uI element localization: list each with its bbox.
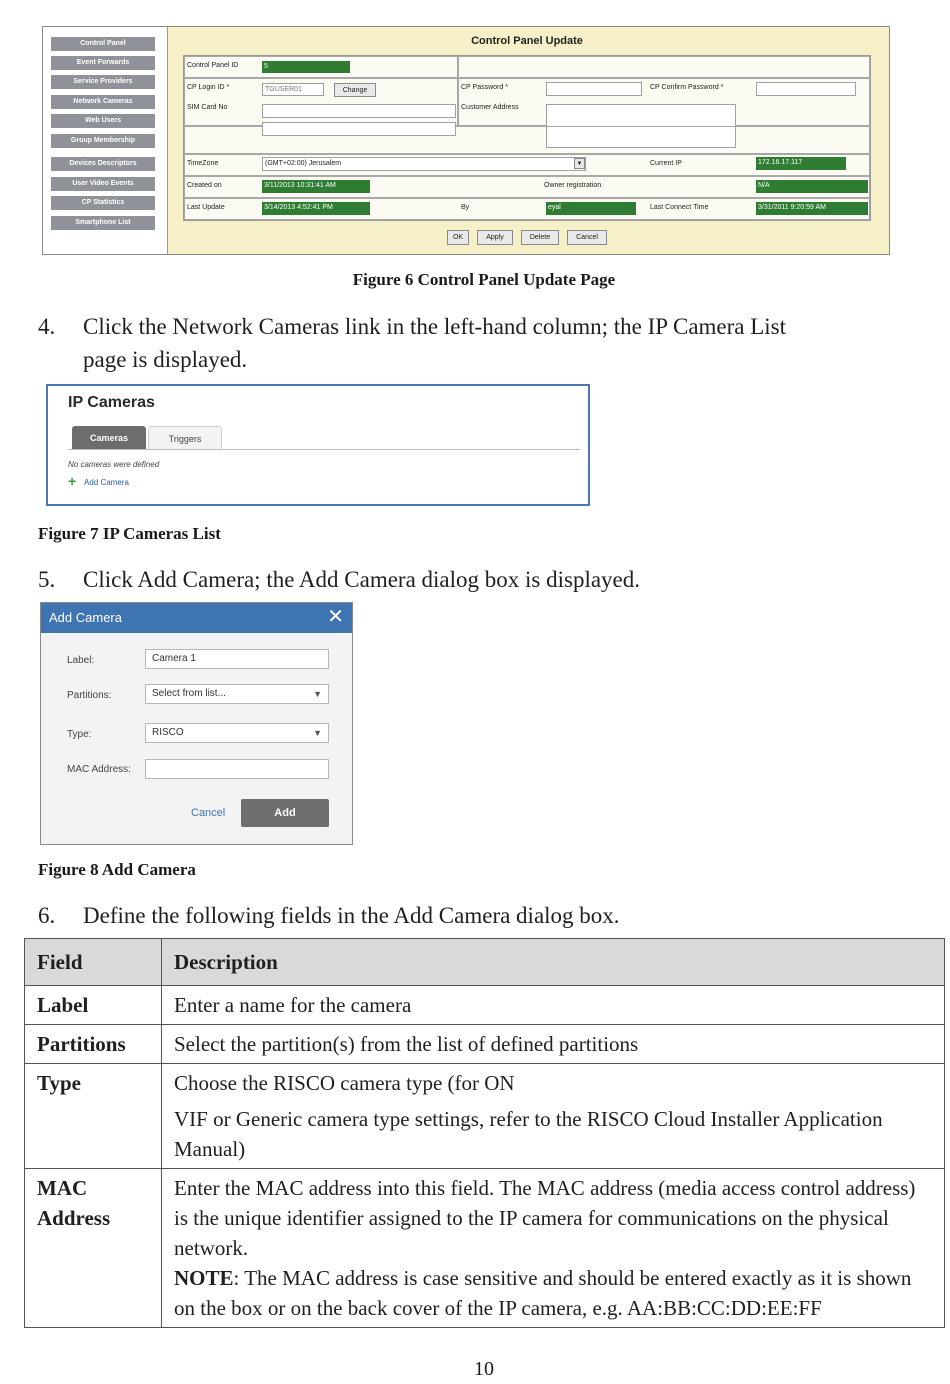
sidebar-item-service-providers[interactable]: Service Providers <box>51 75 155 89</box>
sidebar-item-control-panel[interactable]: Control Panel <box>51 37 155 51</box>
column-header-description: Description <box>162 939 945 986</box>
customer-address-label: Customer Address <box>461 104 519 111</box>
cp-password-label: CP Password * <box>461 84 508 91</box>
label-field-label: Label: <box>67 655 95 666</box>
column-header-field: Field <box>25 939 162 986</box>
label-input[interactable]: Camera 1 <box>145 649 329 669</box>
partitions-label: Partitions: <box>67 690 112 701</box>
sidebar-item-event-forwards[interactable]: Event Forwards <box>51 56 155 70</box>
type-select-value: RISCO <box>152 727 184 738</box>
tab-divider <box>68 449 580 450</box>
chevron-down-icon: ▼ <box>313 689 322 699</box>
owner-registration-value: N/A <box>756 180 868 193</box>
tab-cameras[interactable]: Cameras <box>72 426 146 450</box>
description-cell: Enter a name for the camera <box>162 986 945 1025</box>
field-cell: Type <box>25 1064 162 1169</box>
partitions-select[interactable] <box>145 684 329 704</box>
field-cell: Label <box>25 986 162 1025</box>
field-cell: MAC Address <box>25 1169 162 1328</box>
table-header-row <box>25 939 945 986</box>
type-description: Choose the RISCO camera type (for ON <box>174 1071 515 1095</box>
last-connect-time-value: 3/31/2011 9:20:59 AM <box>756 202 868 215</box>
fields-table <box>24 938 945 1328</box>
type-description-continued: VIF or Generic camera type settings, refer to the RISCO Cloud Installer Application Manual) <box>174 1107 883 1161</box>
ip-cameras-screenshot <box>46 384 590 506</box>
chevron-down-icon: ▼ <box>313 728 322 738</box>
add-camera-link[interactable]: Add Camera <box>84 478 129 487</box>
sidebar-item-user-video-events[interactable]: User Video Events <box>51 177 155 191</box>
control-panel-id-value: 5 <box>262 61 350 73</box>
description-cell <box>162 1169 945 1328</box>
sim-card-no-field-2[interactable] <box>262 122 456 136</box>
type-select[interactable] <box>145 723 329 743</box>
page-number: 10 <box>474 1358 494 1380</box>
sim-card-no-label: SIM Card No <box>187 104 228 111</box>
close-icon[interactable]: ✕ <box>327 606 344 628</box>
by-value: eyal <box>546 202 636 215</box>
created-on-value: 3/11/2013 10:31:41 AM <box>262 180 370 193</box>
change-button[interactable]: Change <box>334 83 376 97</box>
figure-8-caption: Figure 8 Add Camera <box>38 860 196 879</box>
dialog-cancel-button[interactable]: Cancel <box>191 807 226 819</box>
created-on-label: Created on <box>187 182 222 189</box>
sidebar-item-cp-statistics[interactable]: CP Statistics <box>51 196 155 210</box>
cp-confirm-password-field[interactable] <box>756 82 856 96</box>
description-cell: Select the partition(s) from the list of defined partitions <box>162 1025 945 1064</box>
step-5-number: 5. <box>38 567 56 592</box>
control-panel-update-screenshot <box>42 26 890 255</box>
step-4-line-1: Click the Network Cameras link in the left-hand column; the IP Camera List <box>83 314 787 339</box>
sidebar-item-group-membership[interactable]: Group Membership <box>51 134 155 148</box>
sidebar-item-devices-descriptors[interactable]: Devices Descriptors <box>51 157 155 171</box>
form-cell <box>458 56 870 78</box>
step-6-number: 6. <box>38 903 56 928</box>
control-panel-update-title: Control Panel Update <box>471 35 583 47</box>
cp-login-id-field[interactable]: TGUSER01 <box>262 83 324 96</box>
timezone-select[interactable]: (GMT+02:00) Jerusalem <box>262 157 586 171</box>
dialog-body <box>41 633 352 844</box>
control-panel-id-label: Control Panel ID <box>187 62 239 69</box>
cp-password-field[interactable] <box>546 82 642 96</box>
chevron-down-icon[interactable]: ▼ <box>574 158 585 169</box>
table-row <box>25 1169 945 1328</box>
field-cell: Partitions <box>25 1025 162 1064</box>
sidebar-item-web-users[interactable]: Web Users <box>51 114 155 128</box>
figure-6-caption: Figure 6 Control Panel Update Page <box>352 270 616 289</box>
current-ip-value: 172.16.17.117 <box>756 157 846 170</box>
current-ip-label: Current IP <box>650 160 682 167</box>
cp-confirm-password-label: CP Confirm Password * <box>650 84 724 91</box>
control-panel-form <box>183 55 871 221</box>
type-label: Type: <box>67 729 92 740</box>
mac-description: Enter the MAC address into this field. The MAC address (media access control address) is the unique identifier assigned to the IP camera for communications on the physical network. <box>174 1176 916 1260</box>
plus-icon[interactable]: + <box>68 473 77 489</box>
ip-cameras-title: IP Cameras <box>68 394 155 411</box>
add-camera-dialog <box>40 602 353 845</box>
note-label: NOTE <box>174 1266 234 1290</box>
sidebar <box>43 27 168 254</box>
dialog-add-button[interactable]: Add <box>241 799 329 827</box>
table-row <box>25 1064 945 1169</box>
figure-7-caption: Figure 7 IP Cameras List <box>38 524 221 543</box>
mac-address-input[interactable] <box>145 759 329 779</box>
description-cell <box>162 1064 945 1169</box>
step-4-number: 4. <box>38 314 56 339</box>
empty-message: No cameras were defined <box>68 460 160 469</box>
owner-registration-label: Owner registration <box>544 182 602 189</box>
sim-card-no-field[interactable] <box>262 104 456 118</box>
cp-login-id-label: CP Login ID * <box>187 84 230 91</box>
step-4-line-2: page is displayed. <box>83 347 248 372</box>
table-row <box>25 1025 945 1064</box>
table-row <box>25 986 945 1025</box>
dialog-title: Add Camera <box>49 610 122 625</box>
timezone-label: TimeZone <box>187 160 219 167</box>
sidebar-item-smartphone-list[interactable]: Smartphone List <box>51 216 155 230</box>
note-text: : The MAC address is case sensitive and should be entered exactly as it is shown on the box or on the back cover of the IP camera, e.g. AA:BB:CC:DD:EE:FF <box>174 1266 912 1320</box>
last-connect-time-label: Last Connect Time <box>650 204 709 211</box>
apply-button[interactable]: Apply <box>477 230 513 245</box>
mac-address-label: MAC Address: <box>67 764 131 775</box>
step-6-text: Define the following fields in the Add Camera dialog box. <box>83 903 620 928</box>
by-label: By <box>461 204 470 211</box>
dialog-header <box>41 603 352 633</box>
step-5-text: Click Add Camera; the Add Camera dialog box is displayed. <box>83 567 641 592</box>
last-update-label: Last Update <box>187 204 225 211</box>
last-update-value: 3/14/2013 4:52:41 PM <box>262 202 370 215</box>
sidebar-item-network-cameras[interactable]: Network Cameras <box>51 95 155 109</box>
partitions-select-value: Select from list... <box>152 688 226 699</box>
ok-button[interactable]: OK <box>447 230 469 245</box>
tab-triggers[interactable]: Triggers <box>148 426 222 450</box>
cancel-button[interactable]: Cancel <box>567 230 607 245</box>
delete-button[interactable]: Delete <box>521 230 559 245</box>
